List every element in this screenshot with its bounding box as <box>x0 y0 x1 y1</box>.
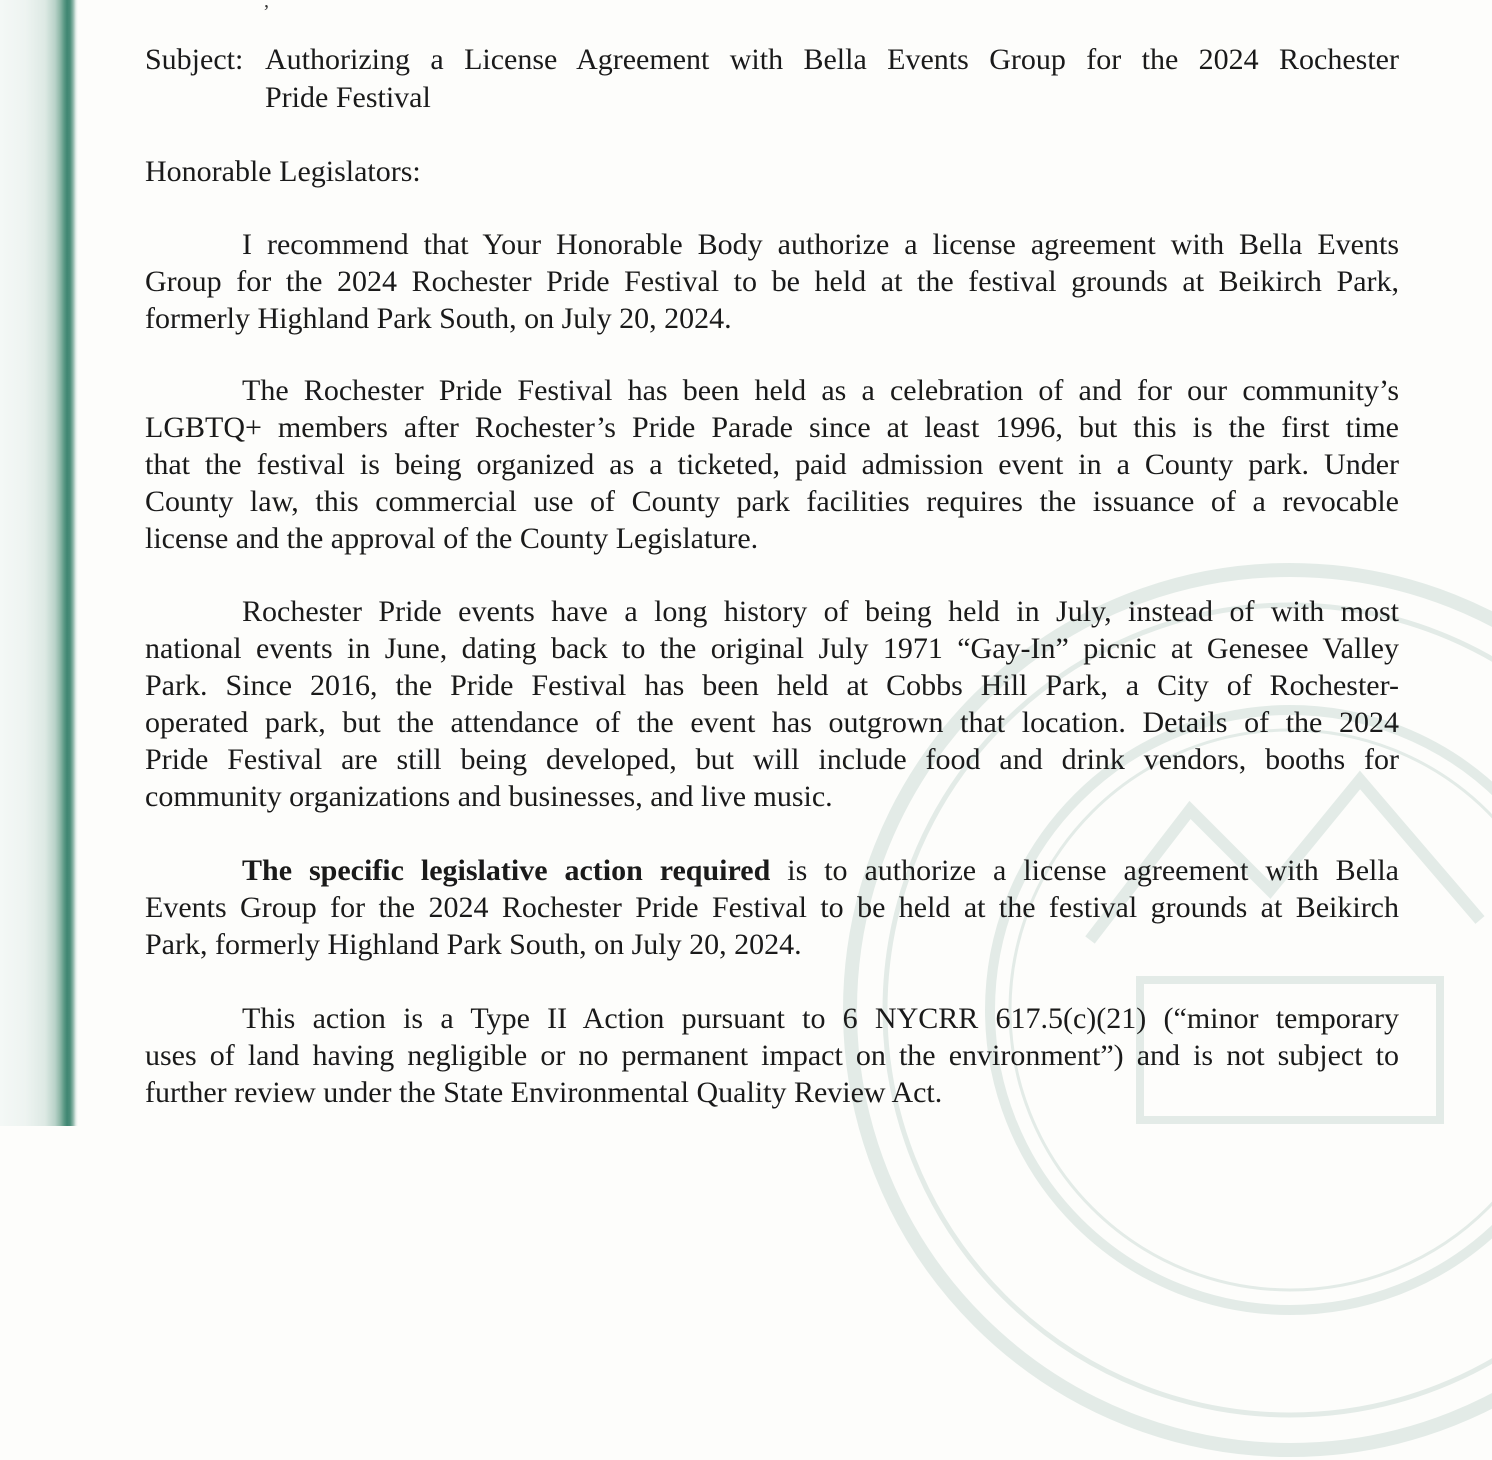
paragraph-4-line-2: Events Group for the 2024 Rochester Pride Festival to be held at the festival grounds at Beikirch <box>145 891 1399 924</box>
paragraph-3-line-3: Park. Since 2016, the Pride Festival has been held at Cobbs Hill Park, a City of Rochester- <box>145 669 1399 702</box>
paragraph-3-line-2: national events in June, dating back to the original July 1971 “Gay-In” picnic at Genesee Valley <box>145 632 1399 665</box>
salutation: Honorable Legislators: <box>145 155 421 188</box>
paragraph-4-line-3: Park, formerly Highland Park South, on July 20, 2024. <box>145 928 802 961</box>
paragraph-4-line-1 <box>242 852 1399 889</box>
subject-label: Subject: <box>145 43 244 76</box>
paragraph-5-line-1: This action is a Type II Action pursuant to 6 NYCRR 617.5(c)(21) (“minor temporary <box>242 1002 1399 1035</box>
paragraph-4-line-1-rest: is to authorize a license agreement with Bella <box>770 854 1399 887</box>
paragraph-2-line-5: license and the approval of the County Legislature. <box>145 522 759 555</box>
paragraph-2-line-2: LGBTQ+ members after Rochester’s Pride Parade since at least 1996, but this is the first time <box>145 411 1399 444</box>
subject-line-1: Authorizing a License Agreement with Bella Events Group for the 2024 Rochester <box>265 43 1399 76</box>
paragraph-3-line-1: Rochester Pride events have a long history of being held in July, instead of with most <box>242 595 1399 628</box>
paragraph-5-line-3: further review under the State Environmental Quality Review Act. <box>145 1076 943 1109</box>
paragraph-5-line-2: uses of land having negligible or no permanent impact on the environment”) and is not subject to <box>145 1039 1399 1072</box>
paragraph-1-line-2: Group for the 2024 Rochester Pride Festival to be held at the festival grounds at Beikirch Park, <box>145 265 1399 298</box>
paragraph-3-line-6: community organizations and businesses, and live music. <box>145 780 833 813</box>
paragraph-2-line-3: that the festival is being organized as a ticketed, paid admission event in a County park. Under <box>145 448 1399 481</box>
left-margin-band <box>0 0 78 1126</box>
top-fragment: , <box>264 0 269 12</box>
paragraph-1-line-3: formerly Highland Park South, on July 20, 2024. <box>145 302 732 335</box>
legislative-action-lead: The specific legislative action required <box>242 854 771 887</box>
letter-body <box>145 0 1399 1126</box>
paragraph-2-line-4: County law, this commercial use of County park facilities requires the issuance of a revocable <box>145 485 1399 518</box>
paragraph-2-line-1: The Rochester Pride Festival has been held as a celebration of and for our community’s <box>242 374 1399 407</box>
paragraph-3-line-5: Pride Festival are still being developed, but will include food and drink vendors, booths for <box>145 743 1399 776</box>
paragraph-1-line-1: I recommend that Your Honorable Body authorize a license agreement with Bella Events <box>242 228 1399 261</box>
paragraph-3-line-4: operated park, but the attendance of the event has outgrown that location. Details of the 2024 <box>145 706 1399 739</box>
subject-line-2: Pride Festival <box>265 81 431 114</box>
